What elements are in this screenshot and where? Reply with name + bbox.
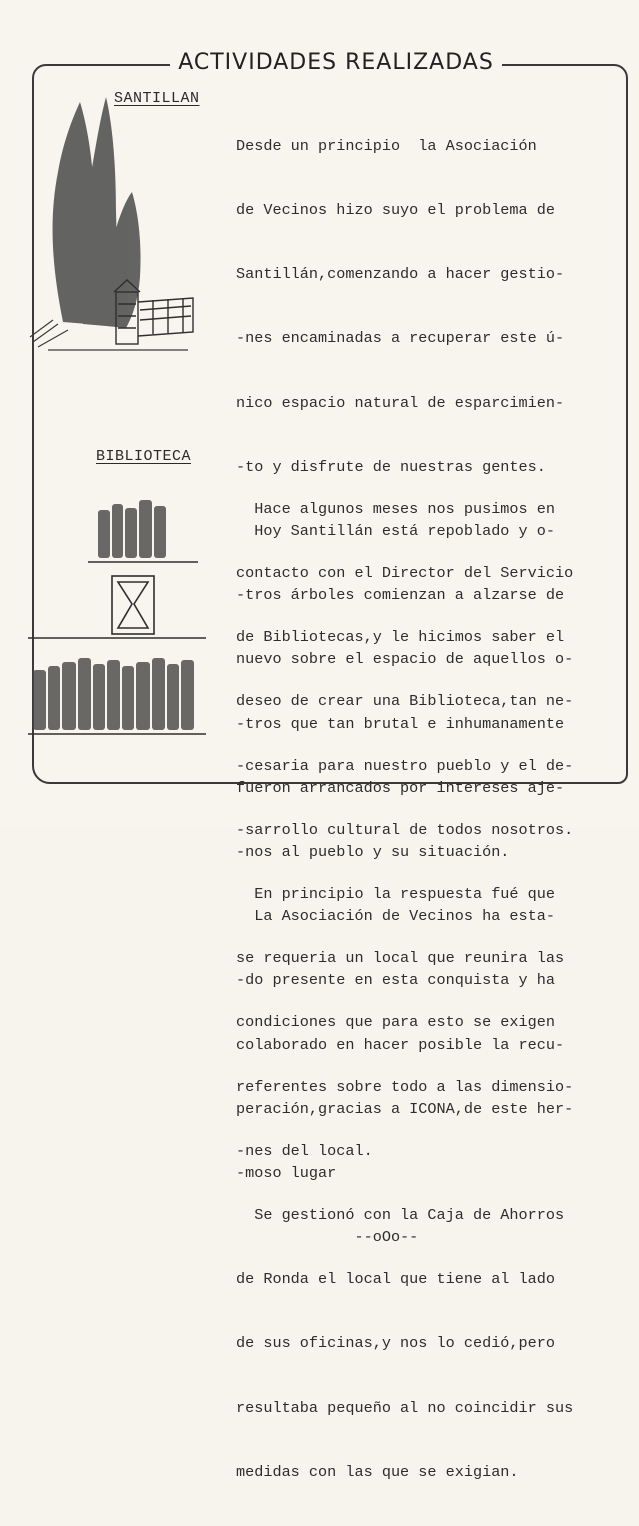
text-line: -tros árboles comienzan a alzarse de — [236, 586, 565, 605]
cypress-trees-illustration — [28, 92, 198, 354]
text-line: colaborado en hacer posible la recu- — [236, 1035, 565, 1054]
text-line: Santillán,comenzando a hacer gestio- — [236, 265, 565, 284]
text-line: de Bibliotecas,y le hicimos saber el — [236, 628, 565, 647]
text-line: Hoy Santillán está repoblado y o- — [236, 522, 555, 541]
text-line: deseo de crear una Biblioteca,tan ne- — [236, 692, 574, 711]
text-line: -nos al pueblo y su situación. — [236, 843, 510, 862]
biblioteca-text — [236, 456, 618, 1526]
text-line: -moso lugar — [236, 1164, 337, 1183]
text-line: -sarrollo cultural de todos nosotros. — [236, 820, 574, 839]
text-line: -do presente en esta conquista y ha — [236, 971, 555, 990]
text-line: En principio la respuesta fué que — [236, 885, 555, 904]
text-line: peración,gracias a ICONA,de este her- — [236, 1099, 574, 1118]
text-line: Desde un principio la Asociación — [236, 136, 537, 155]
text-line: resultaba pequeño al no coincidir sus — [236, 1398, 574, 1417]
text-line: -to y disfrute de nuestras gentes. — [236, 457, 546, 476]
text-line: de Ronda el local que tiene al lado — [236, 1270, 555, 1289]
section-label-santillan: SANTILLAN — [114, 90, 200, 107]
text-line: -nes del local. — [236, 1141, 373, 1160]
text-line: contacto con el Director del Servicio — [236, 564, 574, 583]
text-line: nuevo sobre el espacio de aquellos o- — [236, 650, 574, 669]
bookshelf-illustration — [28, 490, 208, 745]
text-line: nico espacio natural de esparcimien- — [236, 393, 565, 412]
text-line: -cesaria para nuestro pueblo y el de- — [236, 756, 574, 775]
text-line: -tros que tan brutal e inhumanamente — [236, 714, 565, 733]
text-line: condiciones que para esto se exigen — [236, 1013, 555, 1032]
text-line: Se gestionó con la Caja de Ahorros — [236, 1206, 565, 1225]
text-line: de sus oficinas,y nos lo cedió,pero — [236, 1334, 555, 1353]
section-separator: --oOo-- — [236, 1228, 419, 1247]
text-line: La Asociación de Vecinos ha esta- — [236, 907, 555, 926]
text-line: fueron arrancados por intereses aje- — [236, 778, 565, 797]
text-line: se requeria un local que reunira las — [236, 949, 565, 968]
page-title: ACTIVIDADES REALIZADAS — [170, 50, 502, 75]
section-label-biblioteca: BIBLIOTECA — [96, 448, 192, 465]
text-line: de Vecinos hizo suyo el problema de — [236, 201, 555, 220]
text-line: referentes sobre todo a las dimensio- — [236, 1077, 574, 1096]
text-line: Hace algunos meses nos pusimos en — [236, 499, 555, 518]
text-line: medidas con las que se exigian. — [236, 1462, 519, 1481]
text-line: -nes encaminadas a recuperar este ú- — [236, 329, 565, 348]
